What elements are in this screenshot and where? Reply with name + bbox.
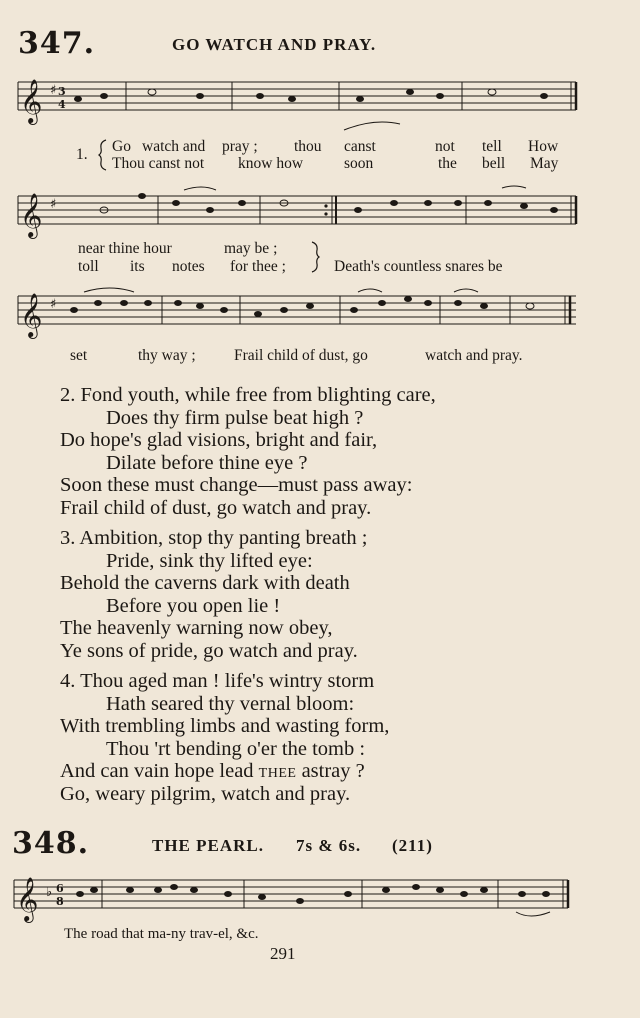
verse-line <box>60 760 389 783</box>
verse-line: Behold the caverns dark with death <box>60 572 350 595</box>
lyric-word: its <box>130 258 145 275</box>
lyric-word: watch and <box>142 138 206 155</box>
hymn-347-number: 347. <box>18 26 96 61</box>
hymn-348-number: 348. <box>12 826 90 861</box>
lyric-word: pray ; <box>222 138 258 155</box>
lyric-line-1-bottom <box>0 155 640 173</box>
svg-text:6: 6 <box>56 882 64 895</box>
music-staff-system-3 <box>14 284 614 348</box>
verse-number: 3. <box>60 527 76 549</box>
verse-3 <box>60 527 368 663</box>
lyric-word: the <box>438 155 457 172</box>
lyric-word: canst <box>344 138 376 155</box>
verse-line: Thou 'rt bending o'er the tomb : <box>106 737 366 760</box>
verse-4 <box>60 670 389 806</box>
verse-line: With trembling limbs and wasting form, <box>60 715 390 738</box>
lyric-word: soon <box>344 155 374 172</box>
lyric-word: bell <box>482 155 506 172</box>
lyric-word: thou <box>294 138 322 155</box>
hymn-348-title: THE PEARL. <box>152 836 265 855</box>
lyric-line-1-top <box>0 138 640 156</box>
verse-line: The heavenly warning now obey, <box>60 617 333 640</box>
svg-text:♯: ♯ <box>50 197 57 212</box>
svg-text:♯: ♯ <box>50 297 57 312</box>
verse-line <box>60 670 389 693</box>
verse-line: Hath seared thy vernal bloom: <box>106 692 355 715</box>
svg-text:♯: ♯ <box>50 83 57 98</box>
verse-text: Thou aged man ! life's wintry storm <box>80 670 375 692</box>
lyric-line-2-bottom <box>0 258 640 276</box>
svg-text:♭: ♭ <box>46 885 53 900</box>
svg-text:𝄞: 𝄞 <box>20 193 43 237</box>
hymn-348-tune-ref: (211) <box>392 836 433 855</box>
svg-text:8: 8 <box>56 895 64 908</box>
verse-2 <box>60 384 436 520</box>
verse-text-small-caps: thee <box>258 760 297 783</box>
verse-line: Do hope's glad visions, bright and fair, <box>60 429 378 452</box>
verse-text: Fond youth, while free from blighting care, <box>80 384 436 406</box>
lyric-word: may be ; <box>224 240 278 257</box>
verse-line: Ye sons of pride, go watch and pray. <box>60 639 358 662</box>
lyric-word: know how <box>238 155 304 172</box>
verse-line: Before you open lie ! <box>106 594 281 617</box>
lyric-word: notes <box>172 258 205 275</box>
svg-text:4: 4 <box>58 98 66 111</box>
lyric-word: How <box>528 138 559 155</box>
lyric-word: set <box>70 347 88 364</box>
lyric-word: May <box>530 155 559 172</box>
page-number: 291 <box>270 944 296 963</box>
svg-text:3: 3 <box>58 85 66 98</box>
hymn-348-lyric: The road that ma-ny trav-el, &c. <box>64 926 259 942</box>
verse-line: Soon these must change—must pass away: <box>60 474 413 497</box>
svg-text:𝄞: 𝄞 <box>16 877 39 921</box>
verse-line: Frail child of dust, go watch and pray. <box>60 496 372 519</box>
verse-line: Does thy firm pulse beat high ? <box>106 406 364 429</box>
lyric-word: not <box>435 138 455 155</box>
lyric-word: Thou canst not <box>112 155 205 172</box>
svg-text:𝄞: 𝄞 <box>20 293 43 337</box>
verse-text: astray ? <box>296 760 365 783</box>
hymn-347-title: GO WATCH AND PRAY. <box>172 35 377 54</box>
music-staff-hymn-348 <box>10 868 610 928</box>
lyric-word: watch and pray. <box>425 347 523 364</box>
verse-text: And can vain hope lead <box>60 760 259 783</box>
lyric-line-3 <box>0 347 640 365</box>
music-staff-system-2 <box>14 182 614 246</box>
lyric-word: for thee ; <box>230 258 286 275</box>
svg-text:𝄞: 𝄞 <box>20 79 43 123</box>
lyric-word: Death's countless snares be <box>334 258 503 275</box>
verse-line <box>60 384 436 407</box>
verse-line: Dilate before thine eye ? <box>106 451 308 474</box>
verse-number: 2. <box>60 384 76 406</box>
verse-line: Pride, sink thy lifted eye: <box>106 549 313 572</box>
lyric-word: tell <box>482 138 502 155</box>
verse-text: Ambition, stop thy panting breath ; <box>79 527 368 549</box>
lyric-word: Frail child of dust, go <box>234 347 368 364</box>
lyric-word: toll <box>78 258 99 275</box>
lyric-word: near thine hour <box>78 240 172 257</box>
lyric-word: thy way ; <box>138 347 196 364</box>
hymn-348-meter: 7s & 6s. <box>296 836 362 855</box>
music-staff-system-1 <box>14 74 614 144</box>
verse-line: Go, weary pilgrim, watch and pray. <box>60 782 351 805</box>
verse-number: 4. <box>60 670 76 692</box>
stanza-1-number: 1. <box>76 146 88 163</box>
verse-line <box>60 527 368 550</box>
lyric-word: Go <box>112 138 131 155</box>
